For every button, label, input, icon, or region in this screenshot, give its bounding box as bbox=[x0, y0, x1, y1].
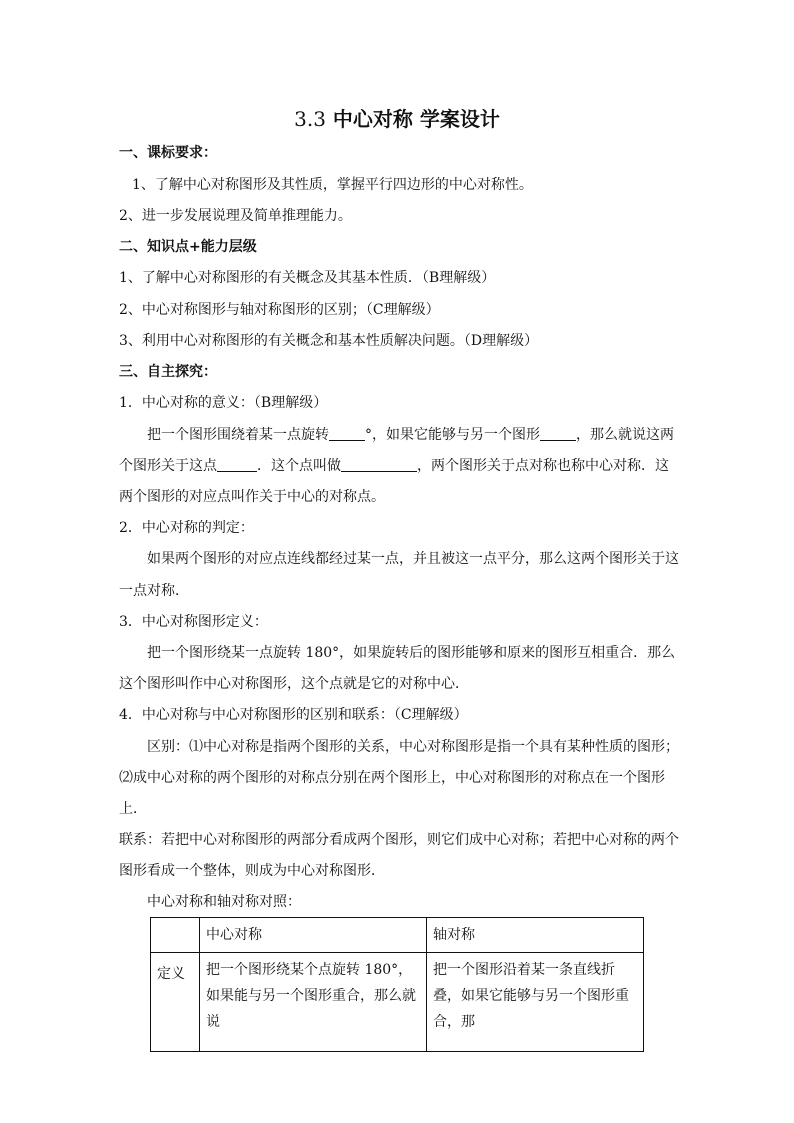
table-cell-axial-definition: 把一个图形沿着某一条直线折叠，如果它能够与另一个图形重合，那 bbox=[427, 953, 644, 1052]
title-text: 中心对称 学案设计 bbox=[332, 107, 500, 131]
section2-item-2: 2、中心对称图形与轴对称图形的区别；（C理解级） bbox=[119, 302, 440, 318]
q1-para-line-2 bbox=[119, 456, 669, 476]
table-header-central: 中心对称 bbox=[200, 918, 427, 953]
q1-text-1a: 把一个图形围绕着某一点旋转 bbox=[147, 427, 329, 443]
q1-text-2b: ．这个点叫做 bbox=[257, 458, 341, 474]
center-name-blank[interactable] bbox=[341, 457, 417, 472]
table-cell-central-definition: 把一个图形绕某个点旋转 180°，如果能与另一个图形重合，那么就说 bbox=[200, 953, 427, 1052]
q4-difference-line-1: 区别：⑴中心对称是指两个图形的关系，中心对称图形是指一个具有某种性质的图形； bbox=[147, 739, 679, 755]
table-header-empty bbox=[151, 918, 200, 953]
section2-item-1: 1、了解中心对称图形的有关概念及其基本性质．（B理解级） bbox=[119, 270, 496, 286]
q3-title: 3．中心对称图形定义： bbox=[119, 614, 268, 630]
table-caption: 中心对称和轴对称对照： bbox=[147, 894, 301, 910]
page-title bbox=[0, 105, 794, 133]
q1-text-1c: ，那么就说这两 bbox=[576, 427, 674, 443]
section1-item-1: 1、了解中心对称图形及其性质，掌握平行四边形的中心对称性。 bbox=[132, 177, 533, 193]
section2-heading: 二、知识点+能力层级 bbox=[119, 239, 257, 255]
q3-para-line-2: 这个图形叫作中心对称图形，这个点就是它的对称中心． bbox=[119, 676, 469, 692]
section2-item-3: 3、利用中心对称图形的有关概念和基本性质解决问题。（D理解级） bbox=[119, 333, 539, 349]
table-row bbox=[151, 953, 644, 1052]
q2-para-line-2: 一点对称． bbox=[119, 583, 189, 599]
q1-para-line-3: 两个图形的对应点叫作关于中心的对称点。 bbox=[119, 489, 385, 505]
coincide-blank[interactable] bbox=[540, 426, 576, 441]
table-header-axial: 轴对称 bbox=[427, 918, 644, 953]
q4-title: 4．中心对称与中心对称图形的区别和联系：（C理解级） bbox=[119, 707, 468, 723]
title-number: 3.3 bbox=[294, 107, 326, 131]
comparison-table bbox=[150, 917, 644, 1052]
section1-heading: 一、课标要求： bbox=[119, 145, 217, 161]
rotation-angle-blank[interactable] bbox=[329, 426, 365, 441]
table-header-row bbox=[151, 918, 644, 953]
section1-item-2: 2、进一步发展说理及简单推理能力。 bbox=[119, 208, 352, 224]
q4-connection-line-2: 图形看成一个整体，则成为中心对称图形． bbox=[119, 863, 385, 879]
q2-para-line-1: 如果两个图形的对应点连线都经过某一点，并且被这一点平分，那么这两个图形关于这 bbox=[147, 551, 679, 567]
symmetric-about-blank[interactable] bbox=[217, 457, 257, 472]
table-row-label: 定义 bbox=[151, 953, 200, 1052]
q4-connection-line-1: 联系：若把中心对称图形的两部分看成两个图形，则它们成中心对称；若把中心对称的两个 bbox=[119, 832, 679, 848]
section3-heading: 三、自主探究： bbox=[119, 364, 217, 380]
q1-text-2a: 个图形关于这点 bbox=[119, 458, 217, 474]
q4-difference-line-3: 上． bbox=[119, 801, 147, 817]
q4-difference-line-2: ⑵成中心对称的两个图形的对称点分别在两个图形上，中心对称图形的对称点在一个图形 bbox=[119, 770, 665, 786]
q1-text-1b: °，如果它能够与另一个图形 bbox=[365, 427, 540, 443]
q2-title: 2．中心对称的判定： bbox=[119, 520, 254, 536]
q3-para-line-1: 把一个图形绕某一点旋转 180°，如果旋转后的图形能够和原来的图形互相重合．那么 bbox=[147, 645, 676, 661]
q1-title: 1．中心对称的意义：（B理解级） bbox=[119, 395, 328, 411]
q1-text-2c: ，两个图形关于点对称也称中心对称．这 bbox=[417, 458, 669, 474]
q1-para-line-1 bbox=[147, 425, 674, 445]
